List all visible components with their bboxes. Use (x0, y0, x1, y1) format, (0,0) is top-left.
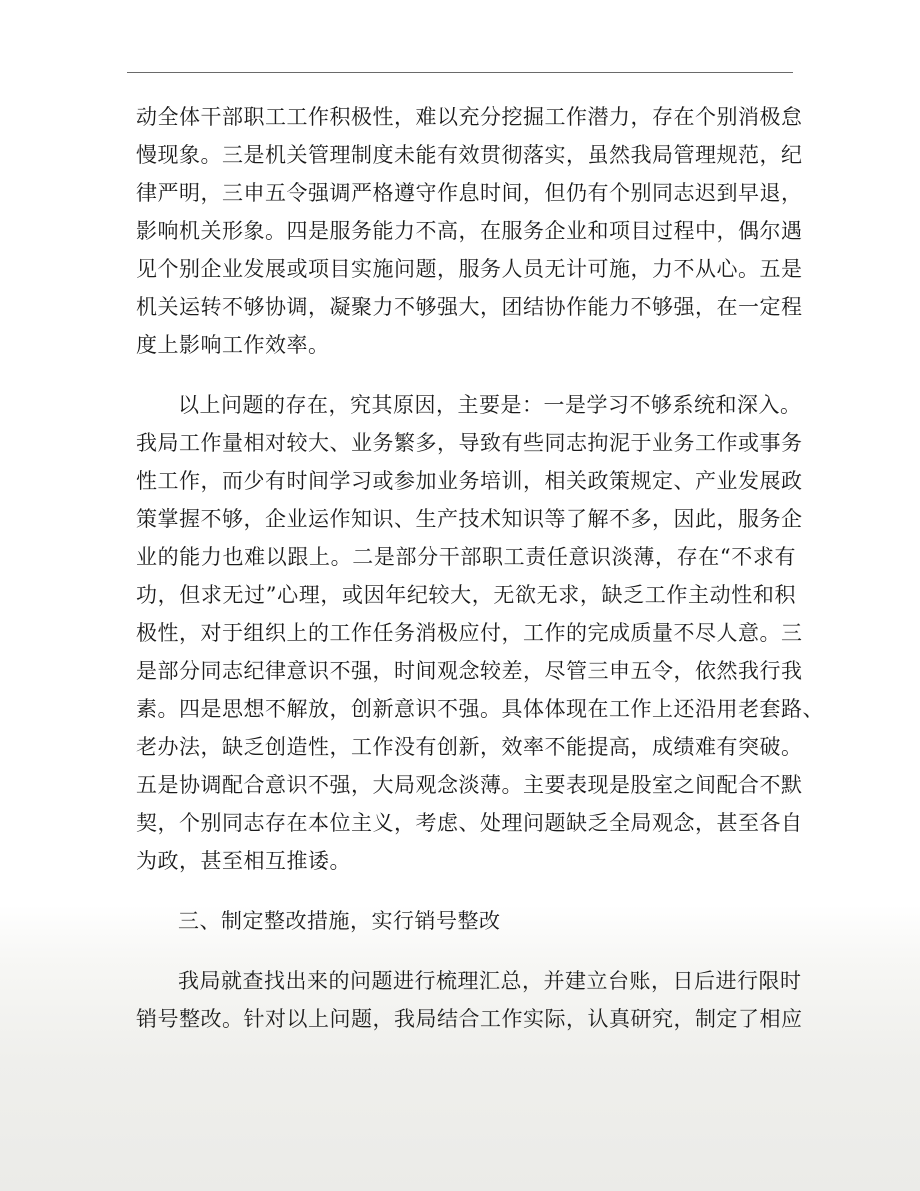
text-line: 素。四是思想不解放，创新意识不强。具体体现在工作上还沿用老套路、 (136, 697, 824, 721)
text-line: 功，但求无过”心理，或因年纪较大，无欲无求，缺乏工作主动性和积 (136, 583, 796, 607)
document-body (136, 98, 824, 1038)
paragraph-problems-continued (136, 98, 803, 364)
text-line: 见个别企业发展或项目实施问题，服务人员无计可施，力不从心。五是 (136, 257, 803, 281)
header-rule (127, 72, 793, 73)
text-line: 业的能力也难以跟上。二是部分干部职工责任意识淡薄，存在“不求有 (136, 545, 796, 569)
text-line: 我局工作量相对较大、业务繁多，导致有些同志拘泥于业务工作或事务 (136, 431, 803, 455)
section-heading (136, 902, 796, 940)
text-line: 动全体干部职工工作积极性，难以充分挖掘工作潜力，存在个别消极怠 (136, 105, 803, 129)
text-line: 慢现象。三是机关管理制度未能有效贯彻落实，虽然我局管理规范，纪 (136, 143, 803, 167)
text-line: 以上问题的存在，究其原因，主要是：一是学习不够系统和深入。 (178, 393, 802, 417)
text-line: 是部分同志纪律意识不强，时间观念较差，尽管三申五令，依然我行我 (136, 659, 803, 683)
text-line: 策掌握不够，企业运作知识、生产技术知识等了解不多，因此，服务企 (136, 507, 803, 531)
paragraph-rectification (136, 962, 803, 1038)
text-line: 极性，对于组织上的工作任务消极应付，工作的完成质量不尽人意。三 (136, 621, 803, 645)
text-line: 我局就查找出来的问题进行梳理汇总，并建立台账，日后进行限时 (178, 969, 802, 993)
text-line: 律严明，三申五令强调严格遵守作息时间，但仍有个别同志迟到早退， (136, 181, 803, 205)
text-line: 契，个别同志存在本位主义，考虑、处理问题缺乏全局观念，甚至各自 (136, 811, 803, 835)
section-title: 三、制定整改措施，实行销号整改 (178, 909, 501, 933)
text-line: 度上影响工作效率。 (136, 333, 330, 357)
paragraph-causes (136, 386, 824, 880)
text-line: 销号整改。针对以上问题，我局结合工作实际，认真研究，制定了相应 (136, 1007, 803, 1031)
text-line: 机关运转不够协调，凝聚力不够强大，团结协作能力不够强，在一定程 (136, 295, 803, 319)
text-line: 性工作，而少有时间学习或参加业务培训，相关政策规定、产业发展政 (136, 469, 803, 493)
text-line: 为政，甚至相互推诿。 (136, 849, 351, 873)
text-line: 五是协调配合意识不强，大局观念淡薄。主要表现是股室之间配合不默 (136, 773, 803, 797)
text-line: 影响机关形象。四是服务能力不高，在服务企业和项目过程中，偶尔遇 (136, 219, 803, 243)
text-line: 老办法，缺乏创造性，工作没有创新，效率不能提高，成绩难有突破。 (136, 735, 803, 759)
